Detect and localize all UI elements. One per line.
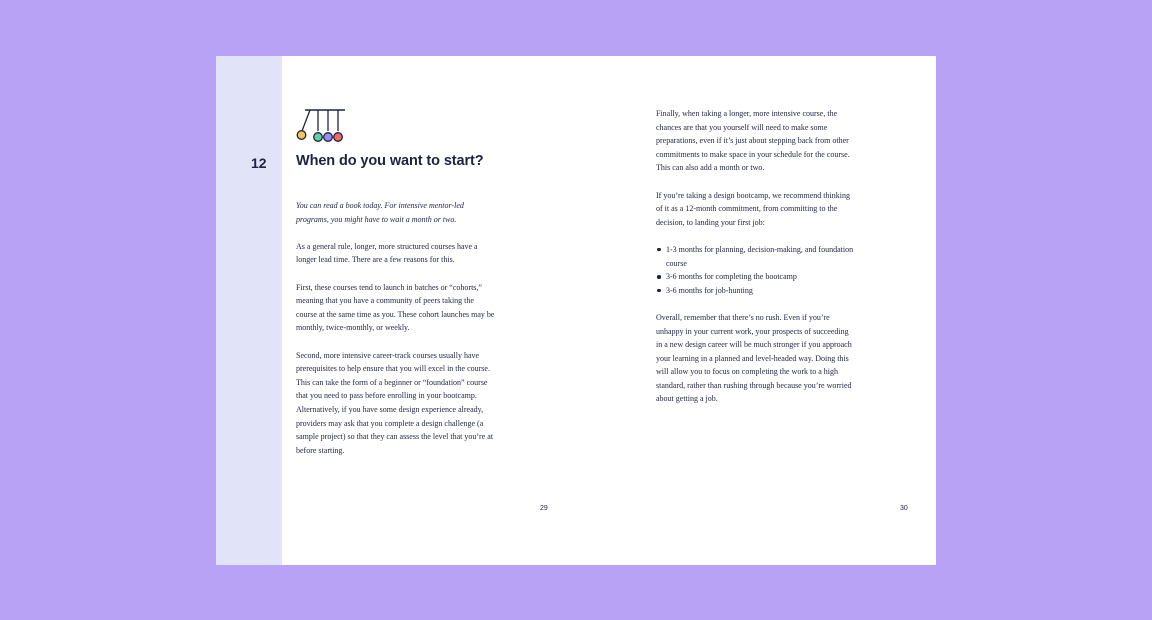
page-number-left: 29 [540, 505, 548, 512]
body-paragraph: If you’re taking a design bootcamp, we recommend thinking of it as a 12-month commitment, from committing to the decision, to landing your first job: [656, 190, 850, 227]
intro-paragraph: You can read a book today. For intensive mentor-led programs, you might have to wait a month or two. [296, 201, 464, 224]
chapter-title: When do you want to start? [296, 153, 484, 169]
page-number-right: 30 [900, 505, 908, 512]
book-spread [216, 56, 936, 565]
left-page-body [296, 199, 496, 471]
newtons-cradle-icon [296, 108, 346, 144]
chapter-side-strip [216, 56, 282, 565]
body-paragraph: Finally, when taking a longer, more intensive course, the chances are that you yourself will need to make some preparations, even if it’s just about stepping back from other commitments to make space in your schedule for the course. This can also add a month or two. [656, 109, 850, 173]
list-item: 1-3 months for planning, decision-making, and foundation course [666, 243, 856, 270]
body-paragraph: Second, more intensive career-track courses usually have prerequisites to help ensure that you will excel in the course. This can take the form of a beginner or “foundation” course that you need to pass before enrolling in your bootcamp. Alternatively, if you have some design experience already, providers may ask that you complete a design challenge (a sample project) so that they can assess the level that you’re at before starting. [296, 350, 494, 455]
body-paragraph: As a general rule, longer, more structured courses have a longer lead time. There are a few reasons for this. [296, 241, 478, 265]
right-page-body [656, 107, 856, 420]
body-paragraph: First, these courses tend to launch in batches or “cohorts,” meaning that you have a community of peers taking the course at the same time as you. These cohort launches may be monthly, twice-monthly, or weekly. [296, 282, 495, 333]
chapter-number: 12 [251, 155, 267, 171]
closing-paragraph: Overall, remember that there’s no rush. Even if you’re unhappy in your current work, your prospects of succeeding in a new design career will be much stronger if you approach your learning in a planned and level-headed way. Doing this will allow you to focus on completing the work to a high standard, rather than rushing through because you’re worried about getting a job. [656, 312, 852, 404]
timeline-list [656, 243, 856, 297]
list-item: 3-6 months for job-hunting [666, 284, 856, 298]
list-item: 3-6 months for completing the bootcamp [666, 270, 856, 284]
